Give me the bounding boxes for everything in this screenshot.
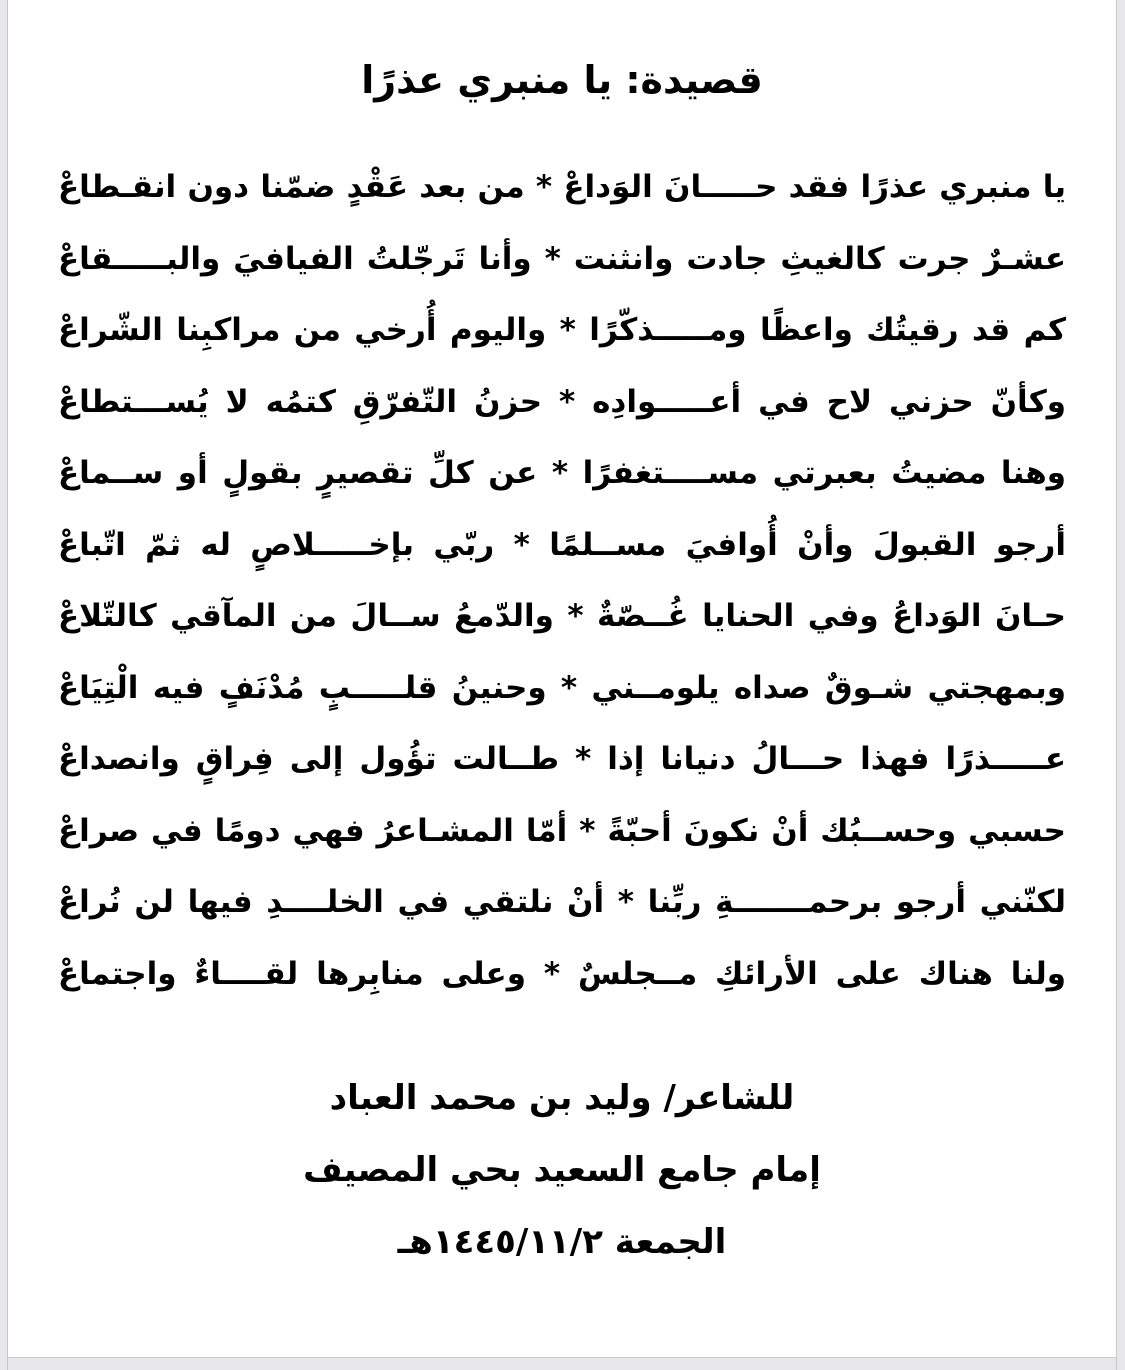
- verse-line-9: عـــــذرًا فهذا حـــالُ دنيانا إذا * طــالت تؤُول إلى فِراقٍ وانصداعْ: [58, 741, 1066, 777]
- verse-line-6: أرجو القبولَ وأنْ أُوافيَ مســلمًا * ربّي بإخـــــلاصٍ له ثمّ اتّباعْ: [58, 526, 1066, 563]
- verse-line-2: عشـرٌ جرت كالغيثِ جادت وانثنت * وأنا تَرجّلتُ الفيافيَ والبـــــقاعْ: [58, 240, 1066, 277]
- document-date: الجمعة ١٤٤٥/١١/٢هـ: [397, 1222, 727, 1262]
- left-edge-strip: [0, 0, 8, 1370]
- poem-body: [8, 152, 1116, 1010]
- poet-attribution: للشاعر/ وليد بن محمد العباد: [329, 1078, 795, 1118]
- verse-line-3: كم قد رقيتُك واعظًا ومـــــذكّرًا * واليوم أُرخي من مراكبِنا الشّراعْ: [58, 312, 1066, 348]
- verse-line-4: وكأنّ حزني لاح في أعـــــوادِه * حزنُ التّفرّقِ كتمُه لا يُســـتطاعْ: [58, 383, 1066, 420]
- poem-title: قصيدة: يا منبري عذرًا: [361, 58, 763, 102]
- poem-footer: [8, 1062, 1116, 1278]
- verse-line-11: لكنّني أرجو برحمـــــــةِ ربِّنا * أنْ نلتقي في الخلــــدِ فيها لن نُراعْ: [58, 884, 1066, 920]
- verse-line-8: وبمهجتي شـوقٌ صداه يلومــني * وحنينُ قلـــــبٍ مُدْنَفٍ فيه الْتِيَاعْ: [58, 669, 1066, 706]
- bottom-edge-strip: [0, 1357, 1125, 1370]
- verse-line-12: ولنا هناك على الأرائكِ مــجلسٌ * وعلى منابِرها لقــــاءٌ واجتماعْ: [58, 955, 1066, 992]
- poet-role: إمام جامع السعيد بحي المصيف: [303, 1150, 821, 1190]
- right-edge-strip: [1116, 0, 1125, 1370]
- verse-line-10: حسبي وحســبُك أنْ نكونَ أحبّةً * أمّا المشـاعرُ فهي دومًا في صراعْ: [58, 812, 1066, 849]
- verse-line-5: وهنا مضيتُ بعبرتي مســــتغفرًا * عن كلِّ تقصيرٍ بقولٍ أو ســماعْ: [58, 455, 1066, 491]
- verse-line-7: حـانَ الوَداعُ وفي الحنايا غُــصّةٌ * والدّمعُ ســالَ من المآقي كالتّلاعْ: [58, 598, 1066, 634]
- document-page: [8, 0, 1116, 1357]
- verse-line-1: يا منبري عذرًا فقد حـــــانَ الوَداعْ * من بعد عَقْدٍ ضمّنا دون انقـطاعْ: [58, 169, 1066, 205]
